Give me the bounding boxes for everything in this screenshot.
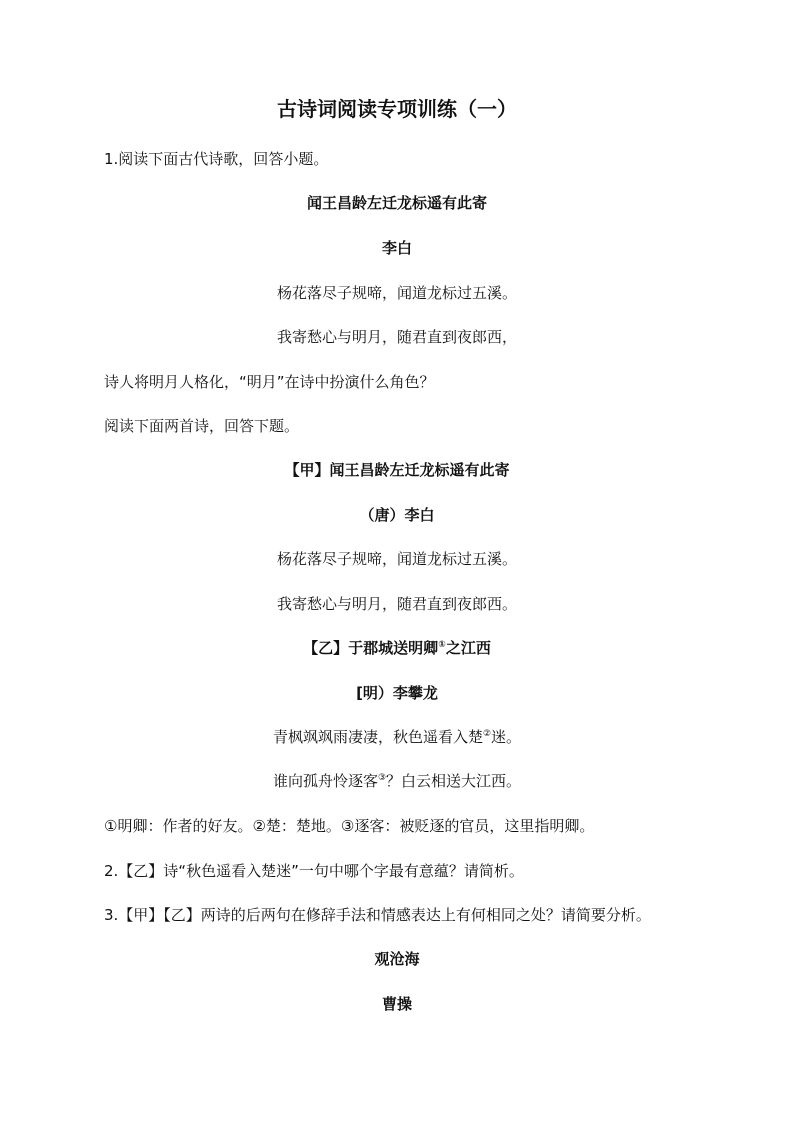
question-2-text: 2.【乙】诗“秋色遥看入楚迷”一句中哪个字最有意蕴？请简析。 xyxy=(104,862,524,880)
question-2-intro: 阅读下面两首诗，回答下题。 xyxy=(104,417,300,435)
poem-yi-line-2-text-1: 谁向孤舟怜逐客 xyxy=(272,772,378,790)
poem-3-author: 曹操 xyxy=(381,995,412,1013)
poem-yi-line-1-text-2: 迷。 xyxy=(491,728,522,746)
page-title: 古诗词阅读专项训练（一） xyxy=(277,97,517,121)
footnotes: ①明卿：作者的好友。②楚：楚地。③逐客：被贬逐的官员，这里指明卿。 xyxy=(104,817,595,835)
footnote-marker-1: ① xyxy=(438,640,446,650)
poem-1-title: 闻王昌龄左迁龙标遥有此寄 xyxy=(306,194,487,212)
poem-1-line-1: 杨花落尽子规啼，闻道龙标过五溪。 xyxy=(276,284,517,302)
footnote-marker-3: ③ xyxy=(377,773,387,783)
poem-jia-line-2: 我寄愁心与明月，随君直到夜郎西。 xyxy=(276,595,517,613)
poem-yi-line-1 xyxy=(0,727,794,747)
poem-1-author: 李白 xyxy=(381,239,412,257)
poem-1-line-2: 我寄愁心与明月，随君直到夜郎西， xyxy=(276,328,517,346)
poem-jia-line-1: 杨花落尽子规啼，闻道龙标过五溪。 xyxy=(276,550,517,568)
poem-yi-author: [明）李攀龙 xyxy=(356,684,438,702)
question-1-intro: 1.阅读下面古代诗歌，回答小题。 xyxy=(104,150,329,168)
poem-yi-line-2 xyxy=(0,771,794,791)
footnote-marker-2: ② xyxy=(482,729,492,739)
poem-yi-line-2-text-2: ？白云相送大江西。 xyxy=(386,772,522,790)
poem-yi-line-1-text-1: 青枫飒飒雨凄凄，秋色遥看入楚 xyxy=(272,728,483,746)
question-1-text: 诗人将明月人格化，“明月”在诗中扮演什么角色？ xyxy=(104,373,435,391)
poem-jia-title: 【甲】闻王昌龄左迁龙标遥有此寄 xyxy=(284,461,510,479)
poem-yi-title-text-1: 【乙】于郡城送明卿 xyxy=(303,639,439,657)
poem-3-title: 观沧海 xyxy=(374,950,420,968)
poem-jia-author: （唐）李白 xyxy=(359,506,435,524)
poem-yi-title xyxy=(0,638,794,658)
question-3-text: 3.【甲】【乙】两诗的后两句在修辞手法和情感表达上有何相同之处？请简要分析。 xyxy=(104,906,651,924)
poem-yi-title-text-2: 之江西 xyxy=(445,639,491,657)
